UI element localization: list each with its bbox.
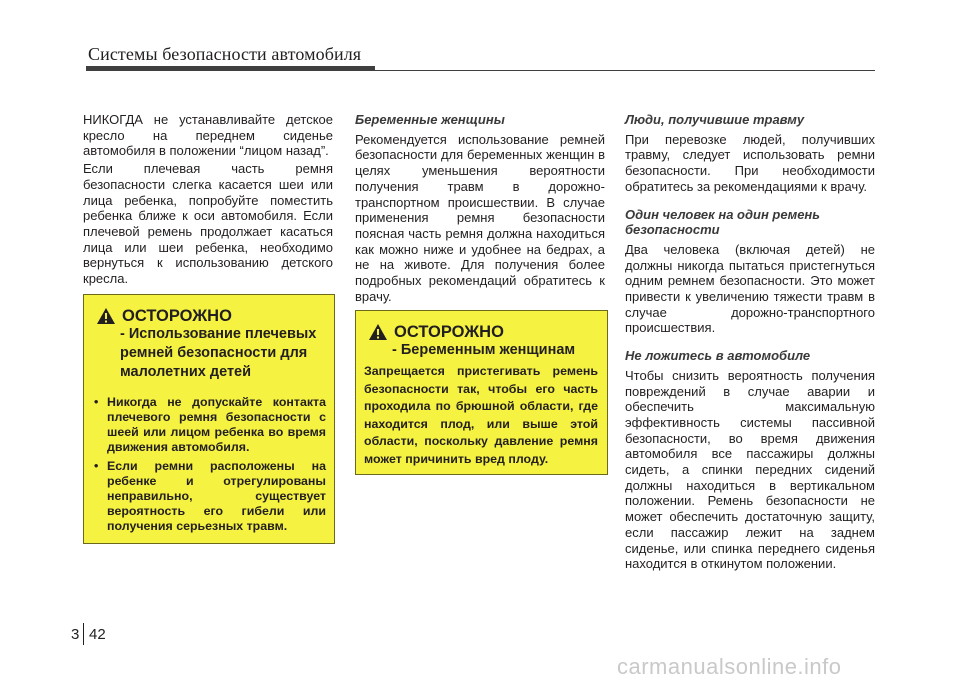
warning-bullet: • Если ремни расположены на ребенке и отрегулированы неправильно, существует вероятность его гибели или получения серьезных травм. <box>90 459 326 534</box>
warning-bullet-list <box>90 395 326 538</box>
section-heading-pregnant: Беременные женщины <box>355 112 505 127</box>
paragraph-pregnant: Рекомендуется использование ремней безопасности для беременных женщин в целях уменьшения вероятности получения травм в дорожно-транспортном происшествии. В случае применения ремня безопасности поясная часть ремня должна находиться как можно ниже и удобнее на бедрах, а не на животе. Для получения более подробных рекомендаций обратитесь к врачу. <box>355 131 605 304</box>
paragraph-shoulder-belt: Если плечевая часть ремня безопасности слегка касается шеи или лица ребенка, попробуйте поместить ребенка ближе к оси автомобиля. Если плечевой ремень продолжает касаться лица или шеи ребенка, необходимо вернуться к использованию детского кресла. <box>83 161 333 287</box>
column-right <box>625 112 875 574</box>
warning-box-child-belts <box>83 294 335 544</box>
warning-triangle-icon <box>368 323 388 341</box>
warning-bullet: • Никогда не допускайте контакта плечевого ремня безопасности с шеей или лицом ребенка во время движения автомобиля. <box>90 395 326 455</box>
header-rule-thin <box>375 70 875 71</box>
page-header-title: Системы безопасности автомобиля <box>88 44 362 64</box>
watermark: carmanualsonline.info <box>617 654 842 679</box>
paragraph-one-person: Два человека (включая детей) не должны никогда пытаться пристегнуться одним ремнем безопасности. Это может привести к увеличению тяжести травм в случае дорожно-транспортного происшествия. <box>625 241 875 336</box>
column-left <box>83 112 333 289</box>
warning-heading <box>368 323 504 341</box>
warning-heading <box>96 307 232 325</box>
warning-title: - Использование плечевых ремней безопасности для малолетних детей <box>120 326 317 380</box>
paragraph-injured: При перевозке людей, получивших травму, следует использовать ремни безопасности. При необходимости обратитесь за рекомендациями к врачу. <box>625 131 875 194</box>
section-heading-injured: Люди, получившие травму <box>625 112 805 127</box>
column-middle <box>355 112 605 306</box>
warning-title: - Беременным женщинам <box>392 342 576 358</box>
page-number-divider <box>83 623 84 645</box>
section-number: 3 <box>71 626 80 643</box>
warning-triangle-icon <box>96 307 116 325</box>
header-rule-thick <box>86 66 375 71</box>
paragraph-child-seat: НИКОГДА не устанавливайте детское кресло на переднем сиденье автомобиля в положении “лицом назад”. <box>83 112 333 159</box>
section-heading-one-person: Один человек на один ремень безопасности <box>625 206 820 238</box>
warning-body: Запрещается пристегивать ремень безопасности так, чтобы его часть проходила по брюшной области, где находится плод, или выше этой области, поскольку давление ремня может причинить вред плоду. <box>364 364 598 466</box>
warning-heading-label: ОСТОРОЖНО <box>122 306 232 325</box>
page-number: 42 <box>89 626 106 643</box>
paragraph-no-lying: Чтобы снизить вероятность получения повреждений в случае аварии и обеспечить максимальную эффективность системы пассивной безопасности, во время движения автомобиля все пассажиры должны сидеть, а спинки передних сидений должны находиться в вертикальном положении. Ремень безопасности не может обеспечить достаточную защиту, если пассажир лежит на заднем сиденье, или спинка переднего сиденья находится в откинутом положении. <box>625 367 875 572</box>
warning-box-pregnant <box>355 310 608 475</box>
section-heading-no-lying: Не ложитесь в автомобиле <box>625 348 811 364</box>
warning-heading-label: ОСТОРОЖНО <box>394 322 504 341</box>
